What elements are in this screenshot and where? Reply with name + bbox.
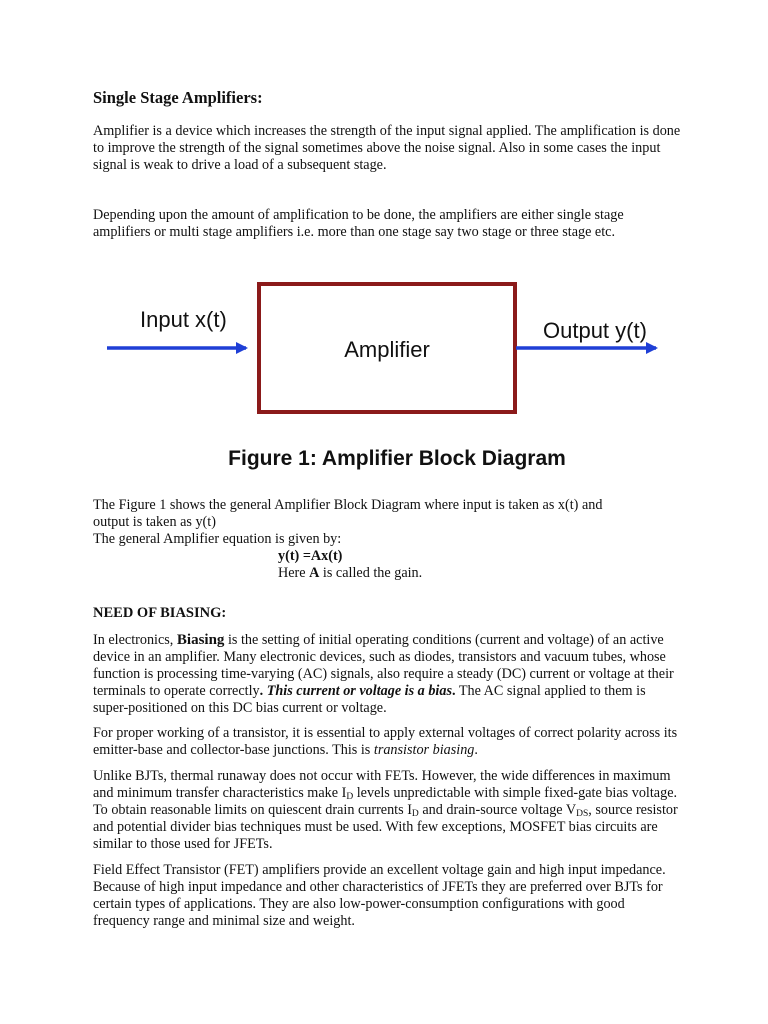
input-label: Input x(t) (140, 307, 227, 332)
biasing-paragraph-2: For proper working of a transistor, it is essential to apply external voltages of correct polarity across its emitter-base and collector-base junctions. This is transistor biasing. (93, 725, 678, 758)
output-label: Output y(t) (543, 318, 647, 343)
amplifier-block-diagram (0, 275, 768, 475)
transistor-biasing-term: transistor biasing (373, 742, 475, 758)
equation-intro: The general Amplifier equation is given by: (93, 531, 342, 547)
page-title: Single Stage Amplifiers: (93, 88, 263, 107)
amplifier-equation: y(t) =Ax(t) (278, 548, 343, 564)
figure-caption: Figure 1: Amplifier Block Diagram (228, 447, 566, 470)
bias-definition: This current or voltage is a bias (263, 683, 452, 699)
intro-paragraph-2: Depending upon the amount of amplification to be done, the amplifiers are either single stage amplifiers or multi stage amplifiers i.e. more than one stage say two stage or three stage etc. (93, 207, 624, 240)
biasing-paragraph-1: In electronics, Biasing is the setting of initial operating conditions (current and voltage) of an active device in an amplifier. Many electronic devices, such as diodes, transistors and vacuum tubes, whose function is processing time-varying (AC) signals, also require a steady (DC) current or voltage at their terminals to operate correctly. This current or voltage is a bias. The AC signal applied to them is super-positioned on this DC bias current or voltage. (93, 632, 674, 716)
figure-text-line-1: The Figure 1 shows the general Amplifier Block Diagram where input is taken as x(t) and (93, 497, 603, 513)
figure-text-line-2: output is taken as y(t) (93, 514, 216, 530)
block-label: Amplifier (344, 337, 430, 362)
gain-symbol: A (309, 565, 320, 581)
biasing-paragraph-4: Field Effect Transistor (FET) amplifiers provide an excellent voltage gain and high input impedance. Because of high input impedance and other characteristics of JFETs they are preferred over BJTs for certain types of applications. They are also low-power-consumption configurations with good frequency range and minimal size and weight. (93, 862, 666, 929)
biasing-heading: NEED OF BIASING: (93, 605, 227, 621)
biasing-term: Biasing (176, 632, 225, 648)
gain-note: Here A is called the gain. (278, 565, 423, 581)
biasing-paragraph-3: Unlike BJTs, thermal runaway does not occur with FETs. However, the wide differences in maximum and minimum transfer characteristics make $I_D$ levels unpredictable with simple fixed-gate bias voltage. To obtain reasonable limits on quiescent drain currents $I_D$ and drain-source voltage $V_{DS}$, source resistor and potential divider bias techniques must be used. With few exceptions, MOSFET bias circuits are similar to those used for JFETs. (93, 768, 678, 852)
intro-paragraph-1: Amplifier is a device which increases the strength of the input signal applied. The amplification is done to improve the strength of the signal sometimes above the noise signal. Also in some cases the input signal is weak to drive a load of a subsequent stage. (93, 123, 681, 173)
